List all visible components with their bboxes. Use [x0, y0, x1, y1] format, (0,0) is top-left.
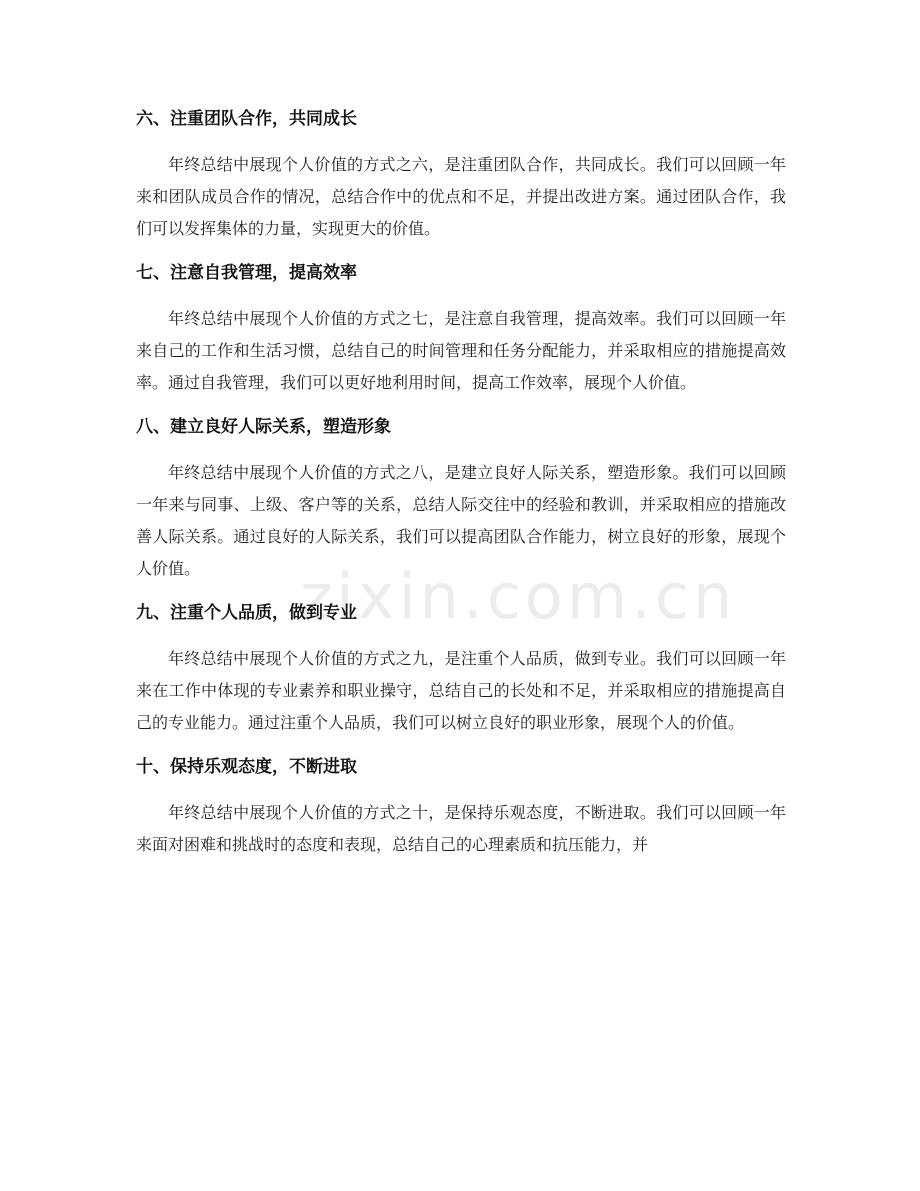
section-paragraph: 年终总结中展现个人价值的方式之六，是注重团队合作，共同成长。我们可以回顾一年来和团队成员合作的情况，总结合作中的优点和不足，并提出改进方案。通过团队合作，我们可以发挥集体的力量，实现更大的价值。	[136, 155, 786, 238]
section-6	[136, 104, 786, 245]
section-10	[136, 752, 786, 861]
section-7	[136, 258, 786, 399]
section-heading: 八、建立良好人际关系，塑造形象	[136, 417, 391, 437]
section-paragraph: 年终总结中展现个人价值的方式之十，是保持乐观态度，不断进取。我们可以回顾一年来面对困难和挑战时的态度和表现，总结自己的心理素质和抗压能力，并	[136, 803, 786, 854]
section-heading: 七、注意自我管理，提高效率	[136, 263, 357, 283]
watermark: zixin.com.cn	[300, 560, 737, 633]
section-heading: 九、注重个人品质，做到专业	[136, 603, 357, 623]
section-heading: 十、保持乐观态度，不断进取	[136, 757, 357, 777]
document-body	[136, 104, 786, 874]
section-8	[136, 412, 786, 585]
section-paragraph: 年终总结中展现个人价值的方式之八，是建立良好人际关系，塑造形象。我们可以回顾一年来与同事、上级、客户等的关系，总结人际交往中的经验和教训，并采取相应的措施改善人际关系。通过良好的人际关系，我们可以提高团队合作能力，树立良好的形象，展现个人价值。	[136, 463, 786, 578]
section-paragraph: 年终总结中展现个人价值的方式之九，是注重个人品质，做到专业。我们可以回顾一年来在工作中体现的专业素养和职业操守，总结自己的长处和不足，并采取相应的措施提高自己的专业能力。通过注重个人品质，我们可以树立良好的职业形象，展现个人的价值。	[136, 649, 786, 732]
section-heading: 六、注重团队合作，共同成长	[136, 109, 357, 129]
section-9	[136, 598, 786, 739]
section-paragraph: 年终总结中展现个人价值的方式之七，是注意自我管理，提高效率。我们可以回顾一年来自己的工作和生活习惯，总结自己的时间管理和任务分配能力，并采取相应的措施提高效率。通过自我管理，我们可以更好地利用时间，提高工作效率，展现个人价值。	[136, 309, 786, 392]
